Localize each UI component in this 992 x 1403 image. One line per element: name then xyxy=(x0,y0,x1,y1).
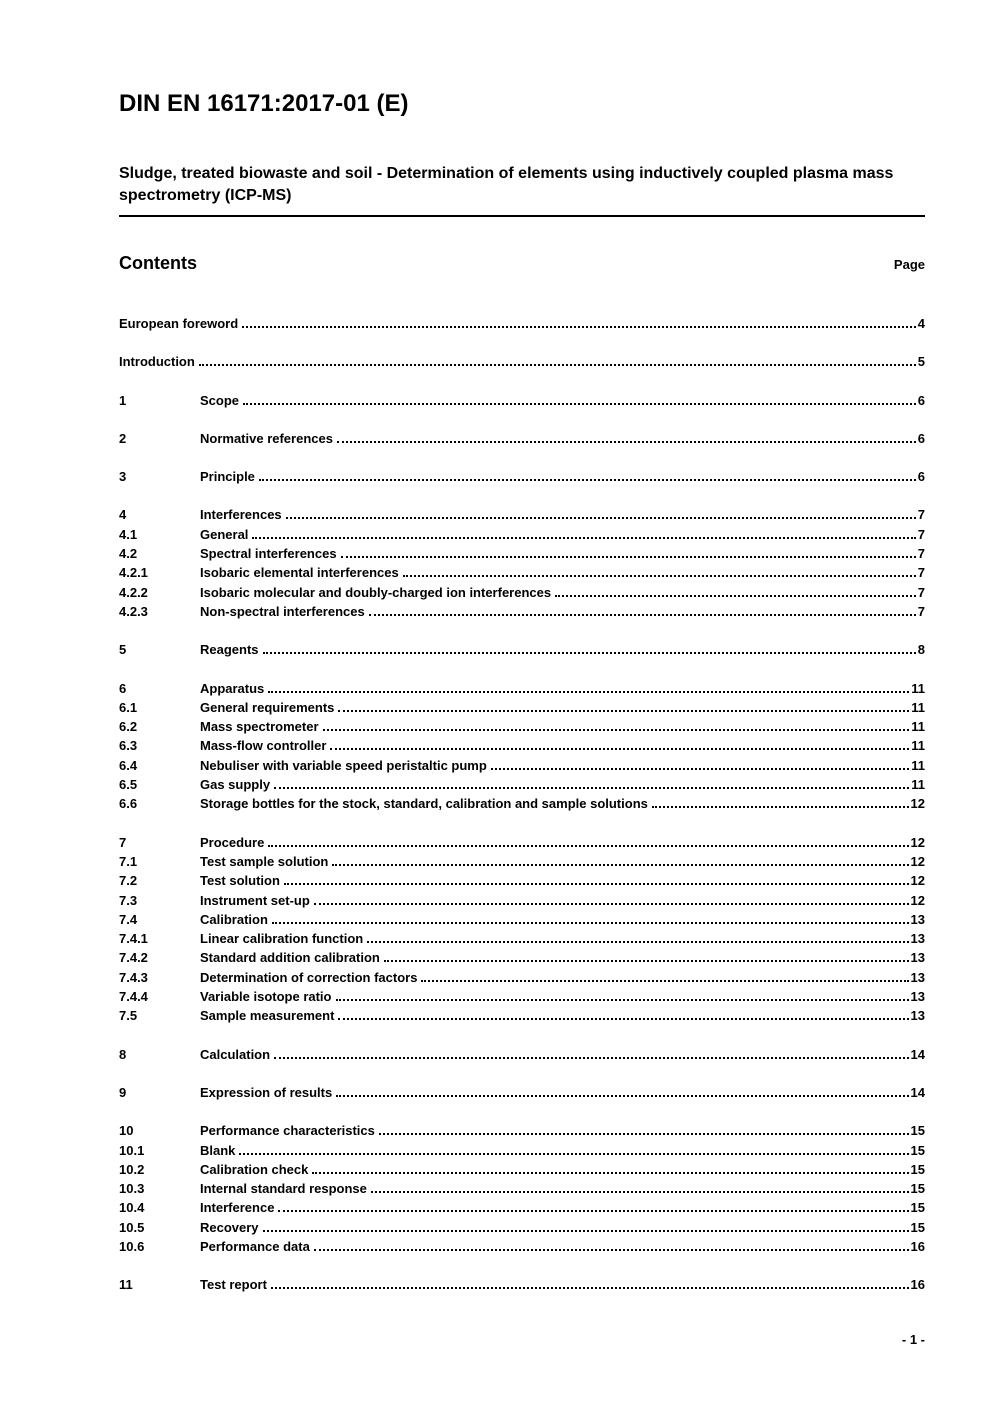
toc-entry xyxy=(119,563,925,582)
toc-entry-page: 5 xyxy=(917,354,925,370)
toc-entry-title: Principle xyxy=(200,469,255,485)
toc-entry xyxy=(119,1198,925,1217)
page-number-footer: - 1 - xyxy=(901,1332,925,1347)
toc-entry xyxy=(119,698,925,717)
toc-entry-page: 7 xyxy=(917,507,925,523)
toc-entry-title: Interference xyxy=(200,1200,275,1216)
toc-group xyxy=(119,1083,925,1102)
toc-entry xyxy=(119,679,925,698)
toc-entry-page: 11 xyxy=(911,777,925,793)
toc-entry xyxy=(119,736,925,755)
toc-leader-dots xyxy=(314,903,909,905)
toc-entry xyxy=(119,910,925,929)
toc-entry-page: 12 xyxy=(910,834,925,850)
toc-entry-number: 6.4 xyxy=(119,757,138,773)
toc-entry-number: 4.2.1 xyxy=(119,565,148,581)
toc-entry-page: 6 xyxy=(917,469,925,485)
toc-entry-number: 4.2.3 xyxy=(119,603,148,619)
toc-entry-number: 7.4 xyxy=(119,911,138,927)
toc-leader-dots xyxy=(336,1095,908,1097)
toc-entry-page: 14 xyxy=(910,1084,925,1100)
toc-entry-page: 14 xyxy=(910,1046,925,1062)
toc-entry-number: 6.2 xyxy=(119,719,138,735)
toc-entry-page: 7 xyxy=(917,565,925,581)
toc-entry-title: Nebuliser with variable speed peristaltic pump xyxy=(200,757,487,773)
toc-leader-dots xyxy=(338,1018,908,1020)
toc-leader-dots xyxy=(555,595,916,597)
toc-entry-title: Performance characteristics xyxy=(200,1123,375,1139)
toc-entry-title: General xyxy=(200,526,249,542)
document-code: DIN EN 16171:2017-01 (E) xyxy=(119,90,409,117)
toc-entry-title: Introduction xyxy=(119,354,195,370)
toc-entry xyxy=(119,1083,925,1102)
toc-group xyxy=(119,429,925,448)
toc-entry xyxy=(119,1218,925,1237)
toc-entry xyxy=(119,794,925,813)
toc-entry-number: 7.1 xyxy=(119,853,138,869)
toc-entry-title: Procedure xyxy=(200,834,265,850)
toc-group xyxy=(119,467,925,486)
toc-leader-dots xyxy=(284,883,909,885)
toc-group xyxy=(119,352,925,371)
toc-entry xyxy=(119,1275,925,1294)
toc-entry-title: Sample measurement xyxy=(200,1008,335,1024)
toc-entry-page: 6 xyxy=(917,392,925,408)
toc-entry-title: Expression of results xyxy=(200,1084,333,1100)
toc-entry-title: Determination of correction factors xyxy=(200,969,418,985)
toc-leader-dots xyxy=(199,364,916,366)
toc-entry-title: Apparatus xyxy=(200,680,265,696)
document-title: Sludge, treated biowaste and soil - Determination of elements using inductively coupled plasma mass spectrometry (ICP-MS) xyxy=(119,165,894,204)
toc-entry-page: 13 xyxy=(910,950,925,966)
toc-leader-dots xyxy=(263,652,916,654)
toc-leader-dots xyxy=(652,806,909,808)
page-column-label: Page xyxy=(893,257,925,272)
toc-entry-number: 4.1 xyxy=(119,526,138,542)
toc-leader-dots xyxy=(336,999,909,1001)
toc-entry-number: 7.4.3 xyxy=(119,969,148,985)
toc-entry-number: 2 xyxy=(119,430,127,446)
toc-entry xyxy=(119,1160,925,1179)
toc-leader-dots xyxy=(239,1153,908,1155)
toc-leader-dots xyxy=(268,845,908,847)
toc-entry xyxy=(119,640,925,659)
toc-group xyxy=(119,640,925,659)
contents-heading: Contents xyxy=(119,253,197,273)
toc-leader-dots xyxy=(242,326,916,328)
toc-entry-title: Mass spectrometer xyxy=(200,719,319,735)
toc-entry-page: 16 xyxy=(910,1277,925,1293)
toc-leader-dots xyxy=(491,768,909,770)
toc-entry-page: 13 xyxy=(910,1008,925,1024)
toc-leader-dots xyxy=(367,941,908,943)
toc-entry-title: European foreword xyxy=(119,316,239,331)
toc-entry-title: Reagents xyxy=(200,642,259,658)
toc-entry-page: 11 xyxy=(911,699,925,715)
toc-entry-number: 10 xyxy=(119,1123,134,1139)
toc-entry-title: Recovery xyxy=(200,1219,259,1235)
toc-entry-title: Blank xyxy=(200,1142,236,1158)
toc-entry-number: 9 xyxy=(119,1084,127,1100)
toc-entry-page: 11 xyxy=(911,738,925,754)
toc-entry xyxy=(119,929,925,948)
toc-entry xyxy=(119,352,925,371)
toc-entry xyxy=(119,525,925,544)
toc-entry-page: 7 xyxy=(917,603,925,619)
toc-entry xyxy=(119,1045,925,1064)
toc-leader-dots xyxy=(341,556,916,558)
toc-entry-page: 8 xyxy=(917,642,925,658)
toc-entry xyxy=(119,429,925,448)
toc-entry xyxy=(119,391,925,410)
title-rule xyxy=(119,215,925,217)
toc-entry-page: 15 xyxy=(910,1142,925,1158)
toc-leader-dots xyxy=(272,922,909,924)
toc-group xyxy=(119,314,925,333)
toc-entry-title: Calculation xyxy=(200,1046,271,1062)
toc-entry-page: 11 xyxy=(911,757,925,773)
toc-entry-page: 12 xyxy=(910,873,925,889)
toc-entry-page: 12 xyxy=(910,892,925,908)
toc-group xyxy=(119,1121,925,1256)
toc-leader-dots xyxy=(274,1057,908,1059)
toc-entry-number: 8 xyxy=(119,1046,127,1062)
toc-entry xyxy=(119,544,925,563)
toc-entry-title: Linear calibration function xyxy=(200,931,364,947)
toc-entry-title: Storage bottles for the stock, standard, calibration and sample solutions xyxy=(200,796,648,812)
toc-entry-number: 1 xyxy=(119,392,127,408)
toc-entry-number: 6.6 xyxy=(119,796,138,812)
table-of-contents xyxy=(119,314,925,1295)
toc-group xyxy=(119,1275,925,1294)
toc-entry xyxy=(119,987,925,1006)
toc-entry-page: 12 xyxy=(910,853,925,869)
toc-entry xyxy=(119,948,925,967)
toc-leader-dots xyxy=(274,787,909,789)
toc-leader-dots xyxy=(312,1172,908,1174)
toc-leader-dots xyxy=(263,1230,909,1232)
toc-entry-page: 11 xyxy=(911,680,925,696)
toc-entry-title: Performance data xyxy=(200,1238,310,1254)
toc-entry-page: 7 xyxy=(917,526,925,542)
toc-leader-dots xyxy=(323,729,910,731)
toc-leader-dots xyxy=(384,960,909,962)
contents-header xyxy=(119,253,925,274)
toc-entry xyxy=(119,1006,925,1025)
toc-entry-page: 4 xyxy=(917,316,925,331)
toc-entry-title: Interferences xyxy=(200,507,282,523)
toc-entry-title: General requirements xyxy=(200,699,335,715)
toc-entry-number: 10.4 xyxy=(119,1200,145,1216)
toc-entry xyxy=(119,467,925,486)
toc-group xyxy=(119,505,925,621)
toc-leader-dots xyxy=(421,980,908,982)
toc-entry-page: 15 xyxy=(910,1200,925,1216)
toc-entry-number: 3 xyxy=(119,469,127,485)
toc-entry-number: 10.2 xyxy=(119,1161,145,1177)
toc-entry-number: 7.4.1 xyxy=(119,931,148,947)
toc-entry-number: 7.2 xyxy=(119,873,138,889)
toc-entry-title: Instrument set-up xyxy=(200,892,310,908)
toc-entry xyxy=(119,505,925,524)
toc-entry-number: 7.4.4 xyxy=(119,989,148,1005)
toc-entry-number: 7 xyxy=(119,834,127,850)
toc-leader-dots xyxy=(271,1287,909,1289)
toc-entry-title: Variable isotope ratio xyxy=(200,989,332,1005)
toc-leader-dots xyxy=(278,1210,908,1212)
toc-entry-title: Test solution xyxy=(200,873,280,889)
toc-group xyxy=(119,679,925,814)
toc-entry xyxy=(119,602,925,621)
toc-leader-dots xyxy=(338,710,909,712)
toc-leader-dots xyxy=(371,1191,909,1193)
toc-leader-dots xyxy=(337,441,916,443)
toc-entry-title: Test sample solution xyxy=(200,853,329,869)
toc-entry xyxy=(119,891,925,910)
toc-entry-number: 6.5 xyxy=(119,777,138,793)
toc-entry xyxy=(119,583,925,602)
toc-entry-page: 7 xyxy=(917,546,925,562)
toc-entry-page: 15 xyxy=(910,1181,925,1197)
toc-entry xyxy=(119,968,925,987)
toc-entry-number: 7.4.2 xyxy=(119,950,148,966)
toc-entry-number: 10.5 xyxy=(119,1219,145,1235)
toc-entry-title: Test report xyxy=(200,1277,267,1293)
toc-entry-title: Isobaric elemental interferences xyxy=(200,565,399,581)
toc-entry xyxy=(119,833,925,852)
toc-entry-page: 13 xyxy=(910,911,925,927)
toc-entry-title: Mass-flow controller xyxy=(200,738,327,754)
toc-entry-page: 15 xyxy=(910,1161,925,1177)
toc-leader-dots xyxy=(369,614,916,616)
toc-entry xyxy=(119,852,925,871)
toc-entry-number: 6 xyxy=(119,680,127,696)
toc-entry xyxy=(119,1121,925,1140)
toc-entry-title: Scope xyxy=(200,392,240,408)
toc-entry-page: 13 xyxy=(910,969,925,985)
toc-entry-number: 4 xyxy=(119,507,127,523)
toc-entry xyxy=(119,717,925,736)
toc-entry-page: 12 xyxy=(910,796,925,812)
toc-entry-title: Calibration xyxy=(200,911,268,927)
toc-leader-dots xyxy=(403,575,916,577)
toc-entry-number: 10.3 xyxy=(119,1181,145,1197)
toc-entry-page: 16 xyxy=(910,1238,925,1254)
toc-entry-title: Normative references xyxy=(200,430,333,446)
toc-entry-page: 13 xyxy=(910,989,925,1005)
toc-leader-dots xyxy=(252,537,915,539)
toc-entry-number: 7.3 xyxy=(119,892,138,908)
toc-leader-dots xyxy=(286,517,916,519)
toc-leader-dots xyxy=(314,1249,909,1251)
toc-entry-page: 11 xyxy=(911,719,925,735)
toc-entry-title: Calibration check xyxy=(200,1161,309,1177)
toc-entry xyxy=(119,756,925,775)
toc-leader-dots xyxy=(379,1133,909,1135)
toc-entry xyxy=(119,1237,925,1256)
toc-entry-page: 7 xyxy=(917,584,925,600)
toc-entry xyxy=(119,871,925,890)
toc-group xyxy=(119,833,925,1026)
toc-entry xyxy=(119,775,925,794)
toc-entry-title: Non-spectral interferences xyxy=(200,603,365,619)
document-title-block xyxy=(119,163,925,217)
toc-entry-title: Spectral interferences xyxy=(200,546,337,562)
toc-entry-title: Standard addition calibration xyxy=(200,950,380,966)
toc-group xyxy=(119,391,925,410)
toc-entry xyxy=(119,314,925,333)
toc-leader-dots xyxy=(243,403,916,405)
toc-leader-dots xyxy=(259,479,916,481)
toc-entry-page: 13 xyxy=(910,931,925,947)
toc-entry-number: 10.6 xyxy=(119,1238,145,1254)
toc-entry-page: 6 xyxy=(917,430,925,446)
toc-entry-number: 10.1 xyxy=(119,1142,145,1158)
toc-entry-title: Isobaric molecular and doubly-charged ion interferences xyxy=(200,584,552,600)
toc-entry xyxy=(119,1141,925,1160)
toc-entry-number: 6.1 xyxy=(119,699,138,715)
toc-entry xyxy=(119,1179,925,1198)
toc-leader-dots xyxy=(330,748,909,750)
toc-entry-number: 7.5 xyxy=(119,1008,138,1024)
toc-group xyxy=(119,1045,925,1064)
toc-entry-page: 15 xyxy=(910,1219,925,1235)
toc-entry-number: 4.2 xyxy=(119,546,138,562)
toc-entry-title: Gas supply xyxy=(200,777,271,793)
toc-entry-number: 4.2.2 xyxy=(119,584,148,600)
toc-leader-dots xyxy=(332,864,908,866)
toc-entry-number: 6.3 xyxy=(119,738,138,754)
toc-leader-dots xyxy=(268,691,909,693)
toc-entry-title: Internal standard response xyxy=(200,1181,367,1197)
toc-entry-number: 5 xyxy=(119,642,127,658)
toc-entry-number: 11 xyxy=(119,1277,133,1293)
toc-entry-page: 15 xyxy=(910,1123,925,1139)
